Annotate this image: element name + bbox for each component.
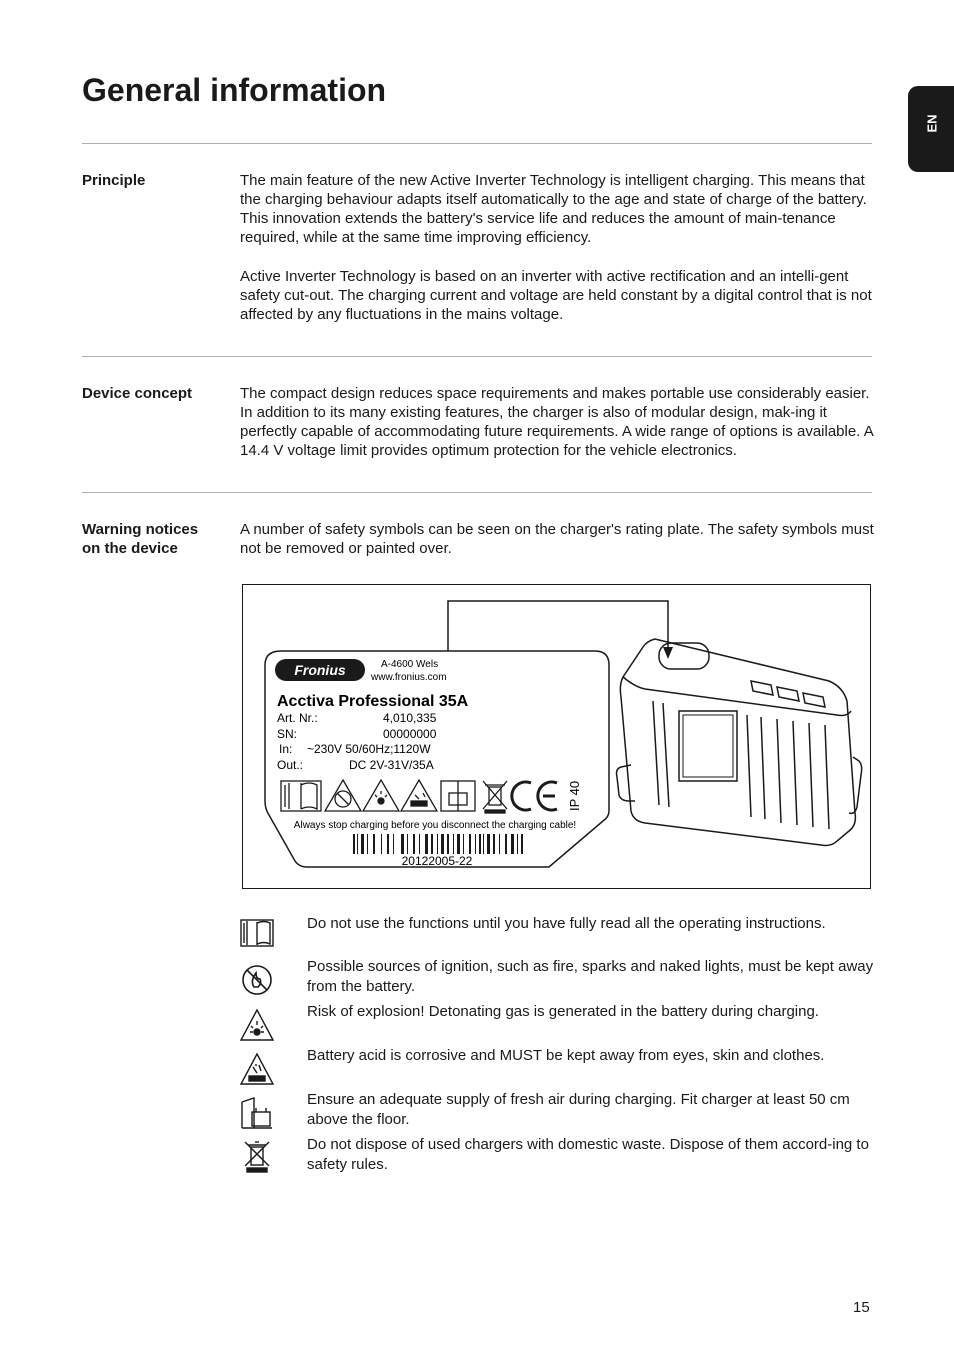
- section-label-principle: Principle: [82, 172, 146, 189]
- plate-out-value: DC 2V-31V/35A: [349, 758, 434, 772]
- plate-in-label: In:: [279, 742, 293, 756]
- fronius-logo-text: Fronius: [294, 662, 346, 678]
- plate-art-value: 4,010,335: [383, 711, 437, 725]
- symbol-text-explosion: Risk of explosion! Detonating gas is generated in the battery during charging.: [307, 1003, 819, 1020]
- plate-barcode-number: 20122005-22: [401, 854, 473, 868]
- symbol-text-book: Do not use the functions until you have fully read all the operating instructions.: [307, 915, 826, 932]
- ventilation-icon: [240, 1096, 274, 1130]
- language-tab-label: EN: [924, 114, 940, 133]
- divider: [82, 143, 872, 144]
- divider: [82, 356, 872, 357]
- plate-address: A-4600 Wels: [381, 659, 439, 670]
- principle-paragraph-2: Active Inverter Technology is based on an inverter with active rectification and an intelli-gent safety cut-out. The charging current and voltage are held constant by a digital control that is not affected by any fluctuations in the mains voltage.: [240, 268, 872, 323]
- no-waste-bin-icon: [240, 1139, 274, 1173]
- principle-paragraph-1: The main feature of the new Active Inverter Technology is intelligent charging. This means that the charging behaviour adapts itself automatically to the age and state of charge of the battery. This innovation extends the battery's service life and reduces the amount of main-tenance required, while at the same time improving efficiency.: [240, 172, 867, 246]
- plate-out-label: Out.:: [277, 758, 304, 772]
- section-label-warning-line2: on the device: [82, 540, 178, 557]
- symbol-text-ventilation: Ensure an adequate supply of fresh air during charging. Fit charger at least 50 cm above the floor.: [307, 1091, 850, 1128]
- plate-sn-label: SN:: [277, 727, 298, 741]
- symbol-text-acid: Battery acid is corrosive and MUST be kept away from eyes, skin and clothes.: [307, 1047, 825, 1064]
- plate-warning-line: Always stop charging before you disconnect the charging cable!: [293, 820, 577, 831]
- plate-in-value: ~230V 50/60Hz;1120W: [307, 742, 431, 756]
- warning-paragraph: A number of safety symbols can be seen on the charger's rating plate. The safety symbols must not be removed or painted over.: [240, 521, 874, 557]
- symbol-text-no-waste: Do not dispose of used chargers with domestic waste. Dispose of them accord-ing to safety rules.: [307, 1136, 869, 1173]
- plate-model: Acctiva Professional 35A: [277, 693, 469, 710]
- rating-plate-figure: [242, 584, 871, 889]
- charger-device-illustration: [617, 639, 862, 846]
- book-icon: [240, 914, 274, 948]
- device-concept-paragraph: The compact design reduces space requirements and makes portable use considerably easier. In addition to its many existing features, the charger is also of modular design, mak-ing it perfectly capable of accommodating future requirements. A wide range of options is available. A 14.4 V voltage limit provides optimum protection for the vehicle electronics.: [240, 385, 873, 459]
- plate-website: www.fronius.com: [371, 672, 447, 683]
- page-number: 15: [853, 1299, 870, 1316]
- plate-art-label: Art. Nr.:: [277, 711, 318, 725]
- section-label-warning: [82, 520, 198, 558]
- explosion-warning-icon: [240, 1008, 274, 1042]
- language-tab: [908, 86, 954, 172]
- no-fire-icon: [240, 963, 274, 997]
- pointer-arrow: [663, 647, 673, 659]
- acid-warning-icon: [240, 1052, 274, 1086]
- symbol-text-no-fire: Possible sources of ignition, such as fire, sparks and naked lights, must be kept away from the battery.: [307, 958, 874, 995]
- plate-sn-value: 00000000: [383, 727, 437, 741]
- plate-ip-rating: IP 40: [567, 780, 582, 811]
- section-label-device-concept: Device concept: [82, 385, 193, 402]
- page-title: General information: [82, 72, 387, 108]
- divider: [82, 492, 872, 493]
- section-label-warning-line1: Warning notices: [82, 521, 199, 538]
- rating-plate-illustration: [243, 585, 869, 887]
